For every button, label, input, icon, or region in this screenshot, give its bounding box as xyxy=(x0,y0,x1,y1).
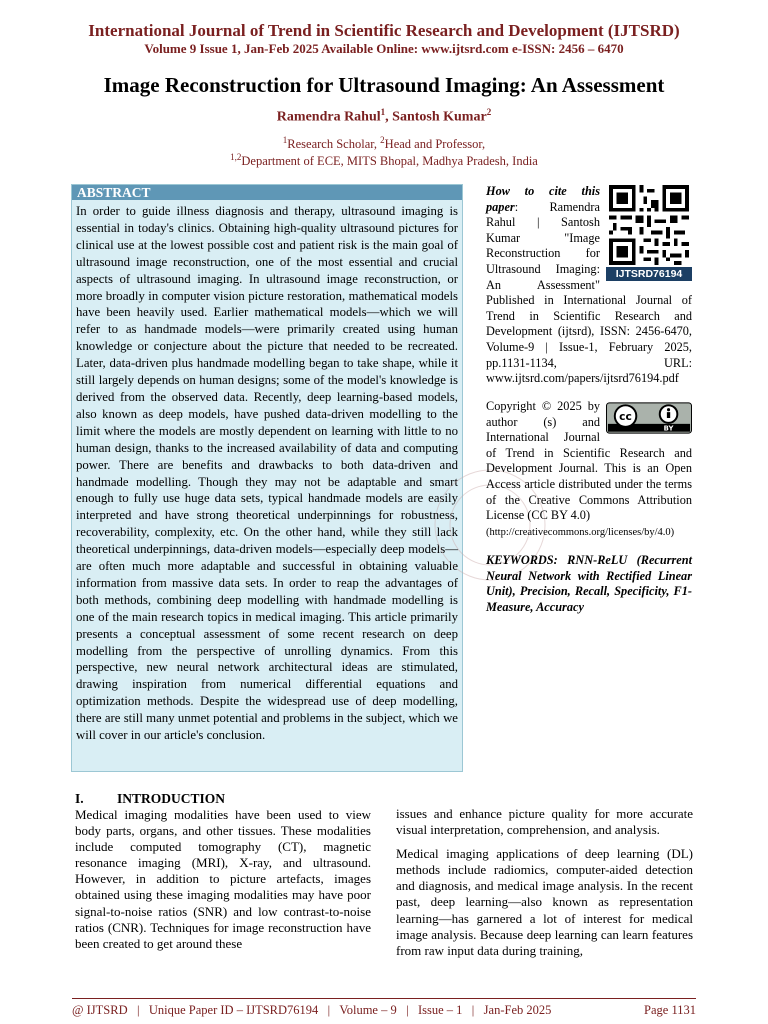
affiliation-mark: 1,2 xyxy=(230,152,242,162)
affiliation-role: Head and Professor, xyxy=(384,137,486,152)
page-footer xyxy=(72,1002,696,1018)
author-line xyxy=(0,103,768,127)
page-number: Page 1131 xyxy=(644,1003,696,1017)
author-affiliation-mark: 1 xyxy=(380,107,386,117)
cc-badge-text: BY xyxy=(663,424,674,433)
citation-block xyxy=(486,184,692,387)
keywords-block xyxy=(486,553,692,615)
author-separator: , xyxy=(385,109,393,125)
journal-issue-line: Volume 9 Issue 1, Jan-Feb 2025 Available Online: www.ijtsrd.com e-ISSN: 2456 – 6470 xyxy=(144,41,624,56)
author-name: Ramendra Rahul xyxy=(276,109,381,125)
citation-colon: : xyxy=(514,199,550,214)
author-affiliation-mark: 2 xyxy=(486,107,492,117)
affiliation-role: Research Scholar, xyxy=(287,137,381,152)
keywords-label: KEYWORDS: xyxy=(486,553,558,567)
section-number: I. xyxy=(75,791,84,806)
copyright-block xyxy=(486,399,692,540)
paper-title: Image Reconstruction for Ultrasound Imaging: An Assessment xyxy=(103,73,665,97)
qr-code-icon xyxy=(609,185,689,265)
citation-text: Ramendra Rahul | Santosh Kumar "Image Reconstruction for Ultrasound Imaging: An Assessment" Published in International Journal of Trend in Scientific Research and Development (ijtsrd), ISSN: 2456-6470, Volume-9 | Issue-1, February 2025, pp.1131-1134, URL: www.ijtsrd.com/papers/ijtsrd76194.pdf xyxy=(486,199,692,386)
section-heading-introduction xyxy=(75,791,225,807)
affiliation-mark: 1 xyxy=(282,135,288,145)
intro-paragraph: Medical imaging modalities have been used to view body parts, organs, and other tissues. These modalities include computed tomography (CT), magnetic resonance imaging (MRI), X-ray, and ultrasound. However, in addition to picture artefacts, images obtained using these imaging modalities may have poor signal-to-noise ratios (SNR) and low contrast-to-noise ratios (CNR). Techniques for image reconstruction have been created to get around these xyxy=(75,807,371,951)
abstract-text: In order to guide illness diagnosis and therapy, ultrasound imaging is essential in today's clinics. Obtaining high-quality ultrasound pictures for clinical use at the lowest possible cost and patient risk is the main goal of ultrasound image reconstruction, one of the most essential and crucial aspects of ultrasound imaging. In ultrasound image reconstruction, or more broadly in computer vision picture restoration, mathematical models have been heavily used. Earlier mathematical models—which we will refer to as handmade models—were primarily created using human knowledge or conjecture about the picture that needed to be recreated. Later, data-driven plus handmade modelling began to take shape, while it still largely depends on human designs; some of the model's knowledge is derived from the observed data. Recently, deep learning-based models, also known as deep models, have pushed data-driven modelling to the limit where the models are mostly dependent on learning with little to no human design, thanks to the increased availability of data and computing power. There are benefits and drawbacks to both data-driven and handmade modelling. Though they may not be adaptable and smart enough to fully use huge data sets, typical handmade models are easily interpreted and have strong theoretical underpinnings for robustness, recoverability, complexity, etc. On the other hand, while they still lack theoretical underpinnings, data-driven models—especially deep models—are often much more adaptable and successful in obtaining valuable information from massive data sets. In order to reap the advantages of both methods, combining deep modelling with handmade modelling is one of the main research topics in medical imaging. This article primarily presents a conceptual assessment of some recent research on deep modelling from the perspective of unrolling dynamics. From this perspective, new neural network architectural ideas are stimulated, drawing inspiration from numerical differential equations and optimization methods. Despite the widespread use of deep modelling, there are still many unmet potential and problems in the subject, which we will cover in our article's conclusion. xyxy=(76,204,458,743)
copyright-text: Copyright © 2025 by author (s) and International Journal of Trend in Scientific Research and Development Journal. This is an Open Access article distributed under the terms of the Creative Commons Attribution License (CC BY 4.0) xyxy=(486,399,692,523)
footer-info: @ IJTSRD | Unique Paper ID – IJTSRD76194 | Volume – 9 | Issue – 1 | Jan-Feb 2025 xyxy=(72,1003,552,1017)
keywords-text: RNN-ReLU (Recurrent Neural Network with Rectified Linear Unit), Precision, Recall, Specificity, F1-Measure, Accuracy xyxy=(486,553,692,614)
citation-label: How to cite this paper xyxy=(486,184,600,214)
affiliation-department: Department of ECE, MITS Bhopal, Madhya Pradesh, India xyxy=(241,154,538,169)
cc-by-license-icon xyxy=(606,402,692,434)
abstract-box xyxy=(71,184,463,772)
intro-paragraph: issues and enhance picture quality for more accurate visual interpretation, comprehension, and analysis. xyxy=(396,806,693,838)
intro-paragraph: Medical imaging applications of deep learning (DL) methods include radiomics, computer-aided detection and diagnosis, and medical image analysis. In the recent past, deep learning—also known as representation learning—has garnered a lot of interest for medical image analysis. Because deep learning can learn features from raw input data during training, xyxy=(396,846,693,958)
svg-text:cc: cc xyxy=(619,409,632,423)
section-title: INTRODUCTION xyxy=(117,791,226,806)
qr-code-block xyxy=(606,185,692,281)
journal-name: International Journal of Trend in Scientific Research and Development (IJTSRD) xyxy=(88,21,680,40)
intro-right-column xyxy=(396,806,693,967)
abstract-heading: ABSTRACT xyxy=(72,185,462,200)
intro-left-column xyxy=(75,807,371,952)
affiliation-mark: 2 xyxy=(380,135,385,145)
qr-caption: IJTSRD76194 xyxy=(606,267,692,281)
affiliation-institution xyxy=(0,149,768,169)
author-name: Santosh Kumar xyxy=(392,109,487,125)
footer-rule xyxy=(72,998,696,999)
license-url: (http://creativecommons.org/licenses/by/4.0) xyxy=(486,526,675,538)
